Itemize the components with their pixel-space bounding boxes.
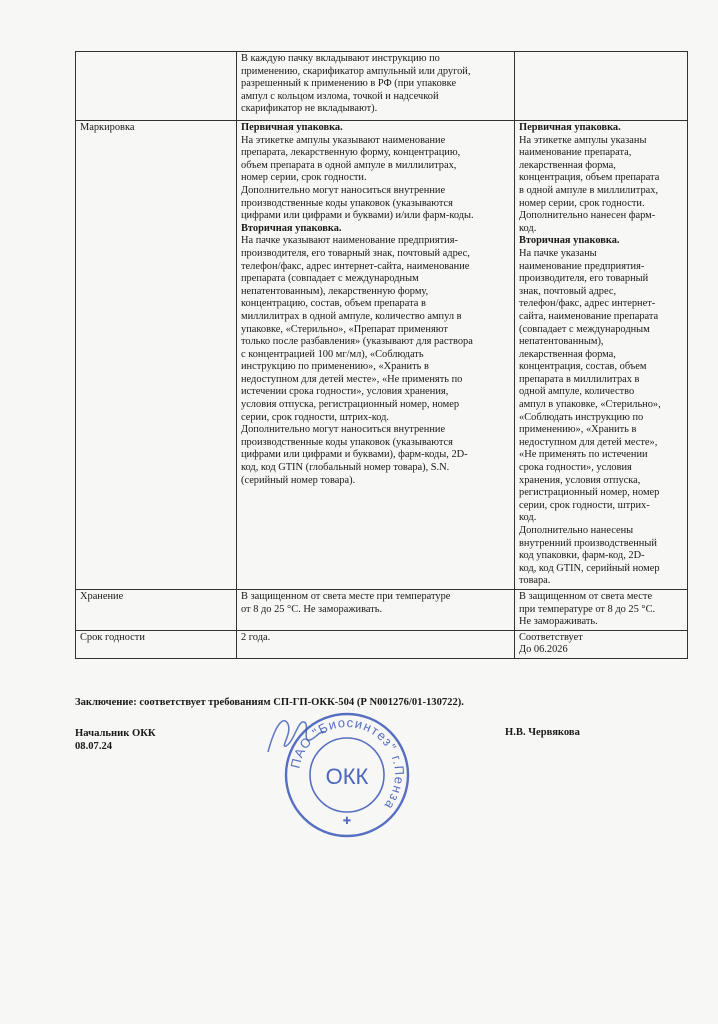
text-line: концентрация, объем препарата [519,172,660,184]
text-line: код упаковки, фарм-код, 2D- [519,550,645,562]
section-heading: Вторичная упаковка. [519,235,620,247]
text-line: недоступном для детей месте», «Не применять по [241,373,463,385]
text-line: На пачке указаны [519,247,597,259]
text-line: На этикетке ампулы указывают наименование [241,134,446,146]
text-line: сайта, наименование препарата [519,310,659,322]
text-line: цифрами или цифрами и буквами) и/или фарм-коды. [241,210,474,222]
signature-date: 08.07.24 [75,741,113,752]
signatory-block [75,727,156,753]
text-line: телефон/факс, адрес интернет- [519,298,656,310]
row0-label-cell [76,52,237,121]
text-line: хранения, условия отпуска, [519,474,641,486]
table-row [76,121,688,590]
text-line: с концентрацией 100 мг/мл), «Соблюдать [241,348,424,360]
signatory-name: Н.В. Червякова [505,727,580,738]
text-line: цифрами или цифрами и буквами), фарм-коды, 2D- [241,449,468,461]
text-line: номер серии, срок годности. [519,197,645,209]
text-line: На пачке указывают наименование предприятия- [241,235,458,247]
text-line: «Не применять по истечении [519,449,648,461]
text-line: применению, скарификатор ампульный или другой, [241,65,471,77]
text-line: применению», «Хранить в [519,424,637,436]
text-line: В каждую пачку вкладывают инструкцию по [241,53,440,64]
row1-result-cell [515,121,688,590]
conclusion-text: Заключение: соответствует требованиям СП-ГП-ОКК-504 (Р N001276/01-130722). [75,697,464,708]
text-line: только после разбавления» (указывают для раствора [241,336,473,348]
text-line: производственные коды упаковок (указываются [241,436,453,448]
text-line: миллилитрах в одной ампуле, количество ампул в [241,310,462,322]
text-line: ампул в упаковке, «Стерильно», [519,399,661,411]
section-heading: Первичная упаковка. [241,122,343,133]
section-heading: Вторичная упаковка. [241,222,342,234]
text-line: В защищенном от света месте при температуре [241,590,451,602]
text-line: одной ампуле, количество [519,386,635,398]
row3-result-cell [515,630,688,658]
text-line: (серийный номер товара). [241,474,356,486]
text-line: ампул с кольцом излома, точкой и надсечкой [241,90,439,102]
row2-result-cell [515,589,688,630]
text-line: непатентованным), лекарственную форму, [241,285,429,297]
row2-spec-cell [237,589,515,630]
quality-control-table [75,51,688,659]
text-line: концентрацию, состав, объем препарата в [241,298,426,310]
stamp-ring-text: ПАО "Биосинтез" г.Пенза [287,714,408,814]
text-line: Дополнительно могут наноситься внутренние [241,184,446,196]
text-line: номер серии, срок годности. [241,172,367,184]
text-line: в одной ампуле в миллилитрах, [519,184,659,196]
storage-result-text [519,591,683,629]
text-line: лекарственная форма, [519,159,616,171]
storage-spec-text [241,591,510,616]
row-label: Хранение [80,590,124,602]
text-line: истечении срока годности», условия хранения, [241,386,449,398]
text-line: (совпадает с международным [519,323,650,335]
shelf-life-spec: 2 года. [241,631,271,643]
text-line: телефон/факс, адрес интернет-сайта, наименование [241,260,470,272]
text-line: препарата, лекарственную форму, концентрацию, [241,147,461,159]
row0-spec-cell [237,52,515,121]
row3-spec-cell [237,630,515,658]
result-secondary-text [519,248,683,588]
text-line: Дополнительно нанесен фарм- [519,210,656,222]
text-line: разрешенный к применению в РФ (при упаковке [241,78,457,90]
text-line: препарата (совпадает с международным [241,273,419,285]
row-label: Маркировка [80,122,135,133]
text-line: инструкцию по применению», «Хранить в [241,361,429,373]
text-line: «Соблюдать инструкцию по [519,411,644,423]
text-line: производителя, его товарный [519,273,649,285]
signatory-position: Начальник ОКК [75,728,156,739]
text-line: товара. [519,575,551,587]
text-line: знак, почтовый адрес, [519,285,617,297]
text-line: Не замораживать. [519,616,598,628]
spec-secondary-text [241,235,510,487]
text-line: объем препарата в одной ампуле в миллилитрах, [241,159,457,171]
text-line: лекарственная форма, [519,348,616,360]
row3-label-cell [76,630,237,658]
text-line: внутренний производственный [519,537,657,549]
text-line: В защищенном от света месте [519,590,653,602]
table-row [76,52,688,121]
text-line: серии, срок годности, штрих- [519,499,650,511]
row-label: Срок годности [80,631,145,643]
text-line: код, код GTIN, серийный номер [519,562,660,574]
text-line: упаковке, «Стерильно», «Препарат применяют [241,323,448,335]
text-line: Дополнительно могут наноситься внутренние [241,424,446,436]
row1-spec-cell [237,121,515,590]
text-line: концентрация, состав, объем [519,361,647,373]
text-line: производственные коды упаковок (указываются [241,197,453,209]
result-primary-text [519,135,683,236]
table-row [76,589,688,630]
stamp-center-text: ОКК [325,764,369,789]
text-line: скарификатор не вкладывают). [241,103,378,115]
text-line: На этикетке ампулы указаны [519,134,647,146]
shelf-life-result [519,632,683,657]
text-line: Соответствует [519,631,583,643]
row2-label-cell [76,589,237,630]
text-line: наименование предприятия- [519,260,645,272]
text-line: непатентованным), [519,336,604,348]
spec-primary-text [241,135,510,223]
text-line: при температуре от 8 до 25 °С. [519,603,656,615]
section-heading: Первичная упаковка. [519,122,621,133]
row1-label-cell [76,121,237,590]
text-line: недоступном для детей месте», [519,436,658,448]
text-line: наименование препарата, [519,147,632,159]
handwritten-signature [262,712,332,762]
text-line: срока годности», условия [519,462,632,474]
text-line: Дополнительно нанесены [519,525,634,536]
table-row [76,630,688,658]
text-line: производителя, его товарный знак, почтовый адрес, [241,247,470,259]
text-line: До 06.2026 [519,644,568,656]
text-line: код. [519,512,537,524]
text-line: серии, срок годности, штрих-код. [241,411,389,423]
text-line: код, код GTIN (глобальный номер товара), S.N. [241,462,450,474]
text-line: препарата в миллилитрах в [519,373,640,385]
stamp-cross-icon: ✚ [342,816,352,827]
text-line: регистрационный номер, номер [519,487,660,499]
row0-result-cell [515,52,688,121]
text-line: от 8 до 25 °С. Не замораживать. [241,603,383,615]
text-line: условия отпуска, регистрационный номер, номер [241,399,460,411]
text-line: код. [519,222,537,234]
